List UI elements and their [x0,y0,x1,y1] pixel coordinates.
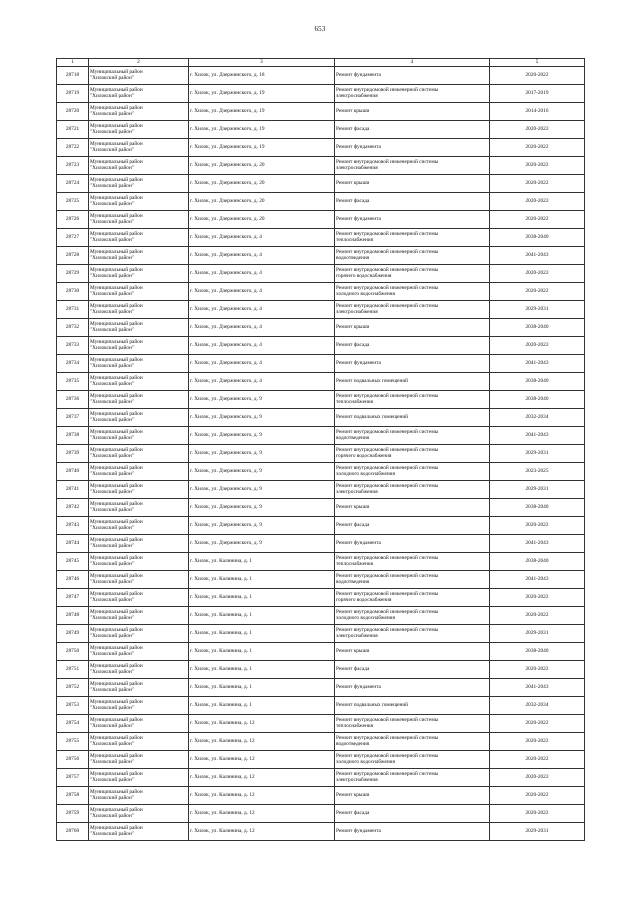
period-cell: 2020-2022 [490,265,585,283]
address-cell: г. Хилок, ул. Дзержинского, д. 4 [189,337,335,355]
row-number-cell: 28736 [57,391,89,409]
row-number-cell: 28737 [57,409,89,427]
work-type-cell: Ремонт фасада [335,121,490,139]
district-cell: Муниципальный район "Хилокский район" [89,769,189,787]
district-cell: Муниципальный район "Хилокский район" [89,445,189,463]
address-cell: г. Хилок, ул. Калинина, д. 12 [189,769,335,787]
row-number-cell: 28744 [57,535,89,553]
row-number-cell: 28724 [57,175,89,193]
work-type-cell: Ремонт крыши [335,103,490,121]
district-cell: Муниципальный район "Хилокский район" [89,193,189,211]
row-number-cell: 28751 [57,661,89,679]
table-row [57,553,585,571]
period-cell: 2020-2022 [490,607,585,625]
table-row [57,517,585,535]
period-cell: 2020-2022 [490,67,585,85]
work-type-cell: Ремонт внутридомовой инженерной системы теплоснабжения [335,553,490,571]
table-row [57,751,585,769]
table-row [57,247,585,265]
table-row [57,355,585,373]
table-row [57,157,585,175]
period-cell: 2014-2016 [490,103,585,121]
table-row [57,139,585,157]
district-cell: Муниципальный район "Хилокский район" [89,283,189,301]
period-cell: 2020-2022 [490,157,585,175]
address-cell: г. Хилок, ул. Калинина, д. 1 [189,571,335,589]
table-row [57,715,585,733]
row-number-cell: 28739 [57,445,89,463]
address-cell: г. Хилок, ул. Калинина, д. 1 [189,643,335,661]
period-cell: 2020-2022 [490,193,585,211]
row-number-cell: 28730 [57,283,89,301]
period-cell: 2029-2031 [490,301,585,319]
table-row [57,409,585,427]
district-cell: Муниципальный район "Хилокский район" [89,355,189,373]
period-cell: 2032-2034 [490,409,585,427]
period-cell: 2020-2022 [490,805,585,823]
address-cell: г. Хилок, ул. Дзержинского, д. 19 [189,139,335,157]
address-cell: г. Хилок, ул. Дзержинского, д. 4 [189,355,335,373]
table-row [57,85,585,103]
address-cell: г. Хилок, ул. Дзержинского, д. 9 [189,535,335,553]
period-cell: 2038-2040 [490,391,585,409]
district-cell: Муниципальный район "Хилокский район" [89,211,189,229]
table-row [57,373,585,391]
row-number-cell: 28747 [57,589,89,607]
district-cell: Муниципальный район "Хилокский район" [89,661,189,679]
table-row [57,265,585,283]
work-type-cell: Ремонт фундамента [335,211,490,229]
period-cell: 2020-2022 [490,589,585,607]
row-number-cell: 28727 [57,229,89,247]
address-cell: г. Хилок, ул. Калинина, д. 1 [189,625,335,643]
table-row [57,643,585,661]
work-type-cell: Ремонт крыши [335,175,490,193]
period-cell: 2038-2040 [490,643,585,661]
row-number-cell: 28756 [57,751,89,769]
work-type-cell: Ремонт внутридомовой инженерной системы холодного водоснабжения [335,607,490,625]
district-cell: Муниципальный район "Хилокский район" [89,607,189,625]
address-cell: г. Хилок, ул. Дзержинского, д. 18 [189,67,335,85]
address-cell: г. Хилок, ул. Дзержинского, д. 19 [189,103,335,121]
district-cell: Муниципальный район "Хилокский район" [89,517,189,535]
column-header: 4 [335,59,490,67]
table-row [57,571,585,589]
table-row [57,211,585,229]
district-cell: Муниципальный район "Хилокский район" [89,499,189,517]
row-number-cell: 28757 [57,769,89,787]
period-cell: 2020-2022 [490,283,585,301]
row-number-cell: 28731 [57,301,89,319]
address-cell: г. Хилок, ул. Калинина, д. 1 [189,607,335,625]
period-cell: 2041-2043 [490,571,585,589]
period-cell: 2017-2019 [490,85,585,103]
row-number-cell: 28721 [57,121,89,139]
address-cell: г. Хилок, ул. Дзержинского, д. 4 [189,301,335,319]
work-type-cell: Ремонт фундамента [335,139,490,157]
table-row [57,463,585,481]
table-row [57,193,585,211]
table-row [57,679,585,697]
work-type-cell: Ремонт крыши [335,319,490,337]
address-cell: г. Хилок, ул. Дзержинского, д. 9 [189,409,335,427]
work-type-cell: Ремонт фасада [335,805,490,823]
address-cell: г. Хилок, ул. Дзержинского, д. 20 [189,193,335,211]
district-cell: Муниципальный район "Хилокский район" [89,535,189,553]
district-cell: Муниципальный район "Хилокский район" [89,589,189,607]
period-cell: 2029-2031 [490,823,585,841]
work-type-cell: Ремонт внутридомовой инженерной системы электроснабжения [335,769,490,787]
work-type-cell: Ремонт крыши [335,787,490,805]
work-type-cell: Ремонт фундамента [335,535,490,553]
work-type-cell: Ремонт фасада [335,517,490,535]
table-row [57,229,585,247]
district-cell: Муниципальный район "Хилокский район" [89,319,189,337]
column-header: 1 [57,59,89,67]
column-header: 2 [89,59,189,67]
period-cell: 2029-2031 [490,445,585,463]
period-cell: 2020-2022 [490,661,585,679]
period-cell: 2020-2022 [490,787,585,805]
work-type-cell: Ремонт внутридомовой инженерной системы холодного водоснабжения [335,751,490,769]
row-number-cell: 28734 [57,355,89,373]
row-number-cell: 28718 [57,67,89,85]
address-cell: г. Хилок, ул. Дзержинского, д. 9 [189,445,335,463]
address-cell: г. Хилок, ул. Калинина, д. 1 [189,661,335,679]
column-header: 5 [490,59,585,67]
address-cell: г. Хилок, ул. Калинина, д. 1 [189,553,335,571]
work-type-cell: Ремонт подвальных помещений [335,697,490,715]
work-type-cell: Ремонт внутридомовой инженерной системы горячего водоснабжения [335,589,490,607]
row-number-cell: 28732 [57,319,89,337]
district-cell: Муниципальный район "Хилокский район" [89,67,189,85]
work-type-cell: Ремонт внутридомовой инженерной системы теплоснабжения [335,715,490,733]
row-number-cell: 28728 [57,247,89,265]
period-cell: 2041-2043 [490,355,585,373]
table-row [57,319,585,337]
district-cell: Муниципальный район "Хилокский район" [89,139,189,157]
work-type-cell: Ремонт внутридомовой инженерной системы электроснабжения [335,625,490,643]
work-type-cell: Ремонт внутридомовой инженерной системы электроснабжения [335,481,490,499]
table-row [57,589,585,607]
period-cell: 2020-2022 [490,715,585,733]
work-type-cell: Ремонт фасада [335,337,490,355]
district-cell: Муниципальный район "Хилокский район" [89,805,189,823]
table-row [57,661,585,679]
address-cell: г. Хилок, ул. Дзержинского, д. 4 [189,229,335,247]
period-cell: 2020-2022 [490,139,585,157]
address-cell: г. Хилок, ул. Дзержинского, д. 9 [189,391,335,409]
district-cell: Муниципальный район "Хилокский район" [89,121,189,139]
row-number-cell: 28740 [57,463,89,481]
work-type-cell: Ремонт внутридомовой инженерной системы горячего водоснабжения [335,265,490,283]
period-cell: 2020-2022 [490,121,585,139]
work-type-cell: Ремонт фундамента [335,823,490,841]
district-cell: Муниципальный район "Хилокский район" [89,175,189,193]
row-number-cell: 28742 [57,499,89,517]
period-cell: 2020-2022 [490,517,585,535]
row-number-cell: 28750 [57,643,89,661]
table-row [57,427,585,445]
address-cell: г. Хилок, ул. Дзержинского, д. 20 [189,157,335,175]
table-row [57,535,585,553]
address-cell: г. Хилок, ул. Калинина, д. 1 [189,679,335,697]
column-number-row [57,59,585,67]
period-cell: 2023-2025 [490,463,585,481]
district-cell: Муниципальный район "Хилокский район" [89,571,189,589]
district-cell: Муниципальный район "Хилокский район" [89,553,189,571]
row-number-cell: 28749 [57,625,89,643]
address-cell: г. Хилок, ул. Дзержинского, д. 20 [189,175,335,193]
table-row [57,391,585,409]
row-number-cell: 28719 [57,85,89,103]
table-row [57,733,585,751]
table-row [57,283,585,301]
period-cell: 2020-2022 [490,337,585,355]
address-cell: г. Хилок, ул. Калинина, д. 12 [189,751,335,769]
table-row [57,301,585,319]
table-row [57,121,585,139]
period-cell: 2041-2043 [490,247,585,265]
work-type-cell: Ремонт внутридомовой инженерной системы водоотведения [335,733,490,751]
table-row [57,337,585,355]
row-number-cell: 28720 [57,103,89,121]
address-cell: г. Хилок, ул. Дзержинского, д. 9 [189,517,335,535]
work-type-cell: Ремонт фасада [335,193,490,211]
district-cell: Муниципальный район "Хилокский район" [89,373,189,391]
period-cell: 2041-2043 [490,535,585,553]
district-cell: Муниципальный район "Хилокский район" [89,733,189,751]
work-type-cell: Ремонт внутридомовой инженерной системы электроснабжения [335,157,490,175]
work-type-cell: Ремонт внутридомовой инженерной системы электроснабжения [335,301,490,319]
district-cell: Муниципальный район "Хилокский район" [89,391,189,409]
period-cell: 2041-2043 [490,427,585,445]
work-type-cell: Ремонт подвальных помещений [335,409,490,427]
period-cell: 2041-2043 [490,679,585,697]
period-cell: 2029-2031 [490,481,585,499]
district-cell: Муниципальный район "Хилокский район" [89,247,189,265]
table-row [57,823,585,841]
row-number-cell: 28726 [57,211,89,229]
row-number-cell: 28754 [57,715,89,733]
work-type-cell: Ремонт внутридомовой инженерной системы водоотведения [335,247,490,265]
row-number-cell: 28758 [57,787,89,805]
period-cell: 2038-2040 [490,553,585,571]
period-cell: 2038-2040 [490,319,585,337]
row-number-cell: 28748 [57,607,89,625]
row-number-cell: 28752 [57,679,89,697]
work-type-cell: Ремонт внутридомовой инженерной системы холодного водоснабжения [335,463,490,481]
table-row [57,175,585,193]
work-type-cell: Ремонт внутридомовой инженерной системы водоотведения [335,427,490,445]
address-cell: г. Хилок, ул. Калинина, д. 12 [189,823,335,841]
address-cell: г. Хилок, ул. Дзержинского, д. 9 [189,463,335,481]
address-cell: г. Хилок, ул. Дзержинского, д. 4 [189,247,335,265]
district-cell: Муниципальный район "Хилокский район" [89,265,189,283]
district-cell: Муниципальный район "Хилокский район" [89,625,189,643]
table-row [57,697,585,715]
row-number-cell: 28725 [57,193,89,211]
district-cell: Муниципальный район "Хилокский район" [89,643,189,661]
district-cell: Муниципальный район "Хилокский район" [89,409,189,427]
work-type-cell: Ремонт фундамента [335,67,490,85]
address-cell: г. Хилок, ул. Дзержинского, д. 4 [189,319,335,337]
work-type-cell: Ремонт внутридомовой инженерной системы теплоснабжения [335,391,490,409]
period-cell: 2020-2022 [490,211,585,229]
table-body [57,67,585,841]
row-number-cell: 28733 [57,337,89,355]
period-cell: 2038-2040 [490,229,585,247]
district-cell: Муниципальный район "Хилокский район" [89,823,189,841]
row-number-cell: 28729 [57,265,89,283]
district-cell: Муниципальный район "Хилокский район" [89,463,189,481]
period-cell: 2020-2022 [490,733,585,751]
address-cell: г. Хилок, ул. Дзержинского, д. 4 [189,283,335,301]
table-row [57,625,585,643]
row-number-cell: 28760 [57,823,89,841]
row-number-cell: 28755 [57,733,89,751]
address-cell: г. Хилок, ул. Дзержинского, д. 9 [189,499,335,517]
address-cell: г. Хилок, ул. Дзержинского, д. 4 [189,373,335,391]
district-cell: Муниципальный район "Хилокский район" [89,85,189,103]
address-cell: г. Хилок, ул. Дзержинского, д. 9 [189,481,335,499]
table-row [57,499,585,517]
work-type-cell: Ремонт внутридомовой инженерной системы водоотведения [335,571,490,589]
address-cell: г. Хилок, ул. Калинина, д. 1 [189,589,335,607]
table-row [57,787,585,805]
address-cell: г. Хилок, ул. Дзержинского, д. 19 [189,85,335,103]
work-type-cell: Ремонт внутридомовой инженерной системы электроснабжения [335,85,490,103]
address-cell: г. Хилок, ул. Дзержинского, д. 4 [189,265,335,283]
table-row [57,445,585,463]
row-number-cell: 28759 [57,805,89,823]
address-cell: г. Хилок, ул. Дзержинского, д. 19 [189,121,335,139]
work-type-cell: Ремонт фасада [335,661,490,679]
period-cell: 2029-2031 [490,625,585,643]
district-cell: Муниципальный район "Хилокский район" [89,337,189,355]
period-cell: 2038-2040 [490,373,585,391]
work-type-cell: Ремонт внутридомовой инженерной системы холодного водоснабжения [335,283,490,301]
table-row [57,805,585,823]
address-cell: г. Хилок, ул. Дзержинского, д. 9 [189,427,335,445]
row-number-cell: 28753 [57,697,89,715]
work-type-cell: Ремонт фундамента [335,355,490,373]
page-number: 653 [314,25,326,33]
work-type-cell: Ремонт подвальных помещений [335,373,490,391]
table-row [57,769,585,787]
row-number-cell: 28722 [57,139,89,157]
row-number-cell: 28738 [57,427,89,445]
district-cell: Муниципальный район "Хилокский район" [89,157,189,175]
row-number-cell: 28741 [57,481,89,499]
row-number-cell: 28745 [57,553,89,571]
work-type-cell: Ремонт внутридомовой инженерной системы горячего водоснабжения [335,445,490,463]
address-cell: г. Хилок, ул. Дзержинского, д. 20 [189,211,335,229]
district-cell: Муниципальный район "Хилокский район" [89,697,189,715]
district-cell: Муниципальный район "Хилокский район" [89,481,189,499]
column-header: 3 [189,59,335,67]
work-type-cell: Ремонт крыши [335,643,490,661]
row-number-cell: 28735 [57,373,89,391]
row-number-cell: 28746 [57,571,89,589]
district-cell: Муниципальный район "Хилокский район" [89,103,189,121]
table-row [57,67,585,85]
address-cell: г. Хилок, ул. Калинина, д. 12 [189,715,335,733]
period-cell: 2020-2022 [490,175,585,193]
district-cell: Муниципальный район "Хилокский район" [89,751,189,769]
table-row [57,481,585,499]
period-cell: 2032-2034 [490,697,585,715]
work-type-cell: Ремонт внутридомовой инженерной системы теплоснабжения [335,229,490,247]
district-cell: Муниципальный район "Хилокский район" [89,787,189,805]
period-cell: 2038-2040 [490,499,585,517]
address-cell: г. Хилок, ул. Калинина, д. 12 [189,733,335,751]
district-cell: Муниципальный район "Хилокский район" [89,301,189,319]
address-cell: г. Хилок, ул. Калинина, д. 12 [189,787,335,805]
address-cell: г. Хилок, ул. Калинина, д. 12 [189,805,335,823]
row-number-cell: 28743 [57,517,89,535]
district-cell: Муниципальный район "Хилокский район" [89,427,189,445]
table-row [57,607,585,625]
repair-schedule-table [56,58,585,841]
work-type-cell: Ремонт крыши [335,499,490,517]
work-type-cell: Ремонт фундамента [335,679,490,697]
row-number-cell: 28723 [57,157,89,175]
address-cell: г. Хилок, ул. Калинина, д. 1 [189,697,335,715]
district-cell: Муниципальный район "Хилокский район" [89,715,189,733]
period-cell: 2020-2022 [490,751,585,769]
district-cell: Муниципальный район "Хилокский район" [89,679,189,697]
table-row [57,103,585,121]
period-cell: 2020-2022 [490,769,585,787]
district-cell: Муниципальный район "Хилокский район" [89,229,189,247]
